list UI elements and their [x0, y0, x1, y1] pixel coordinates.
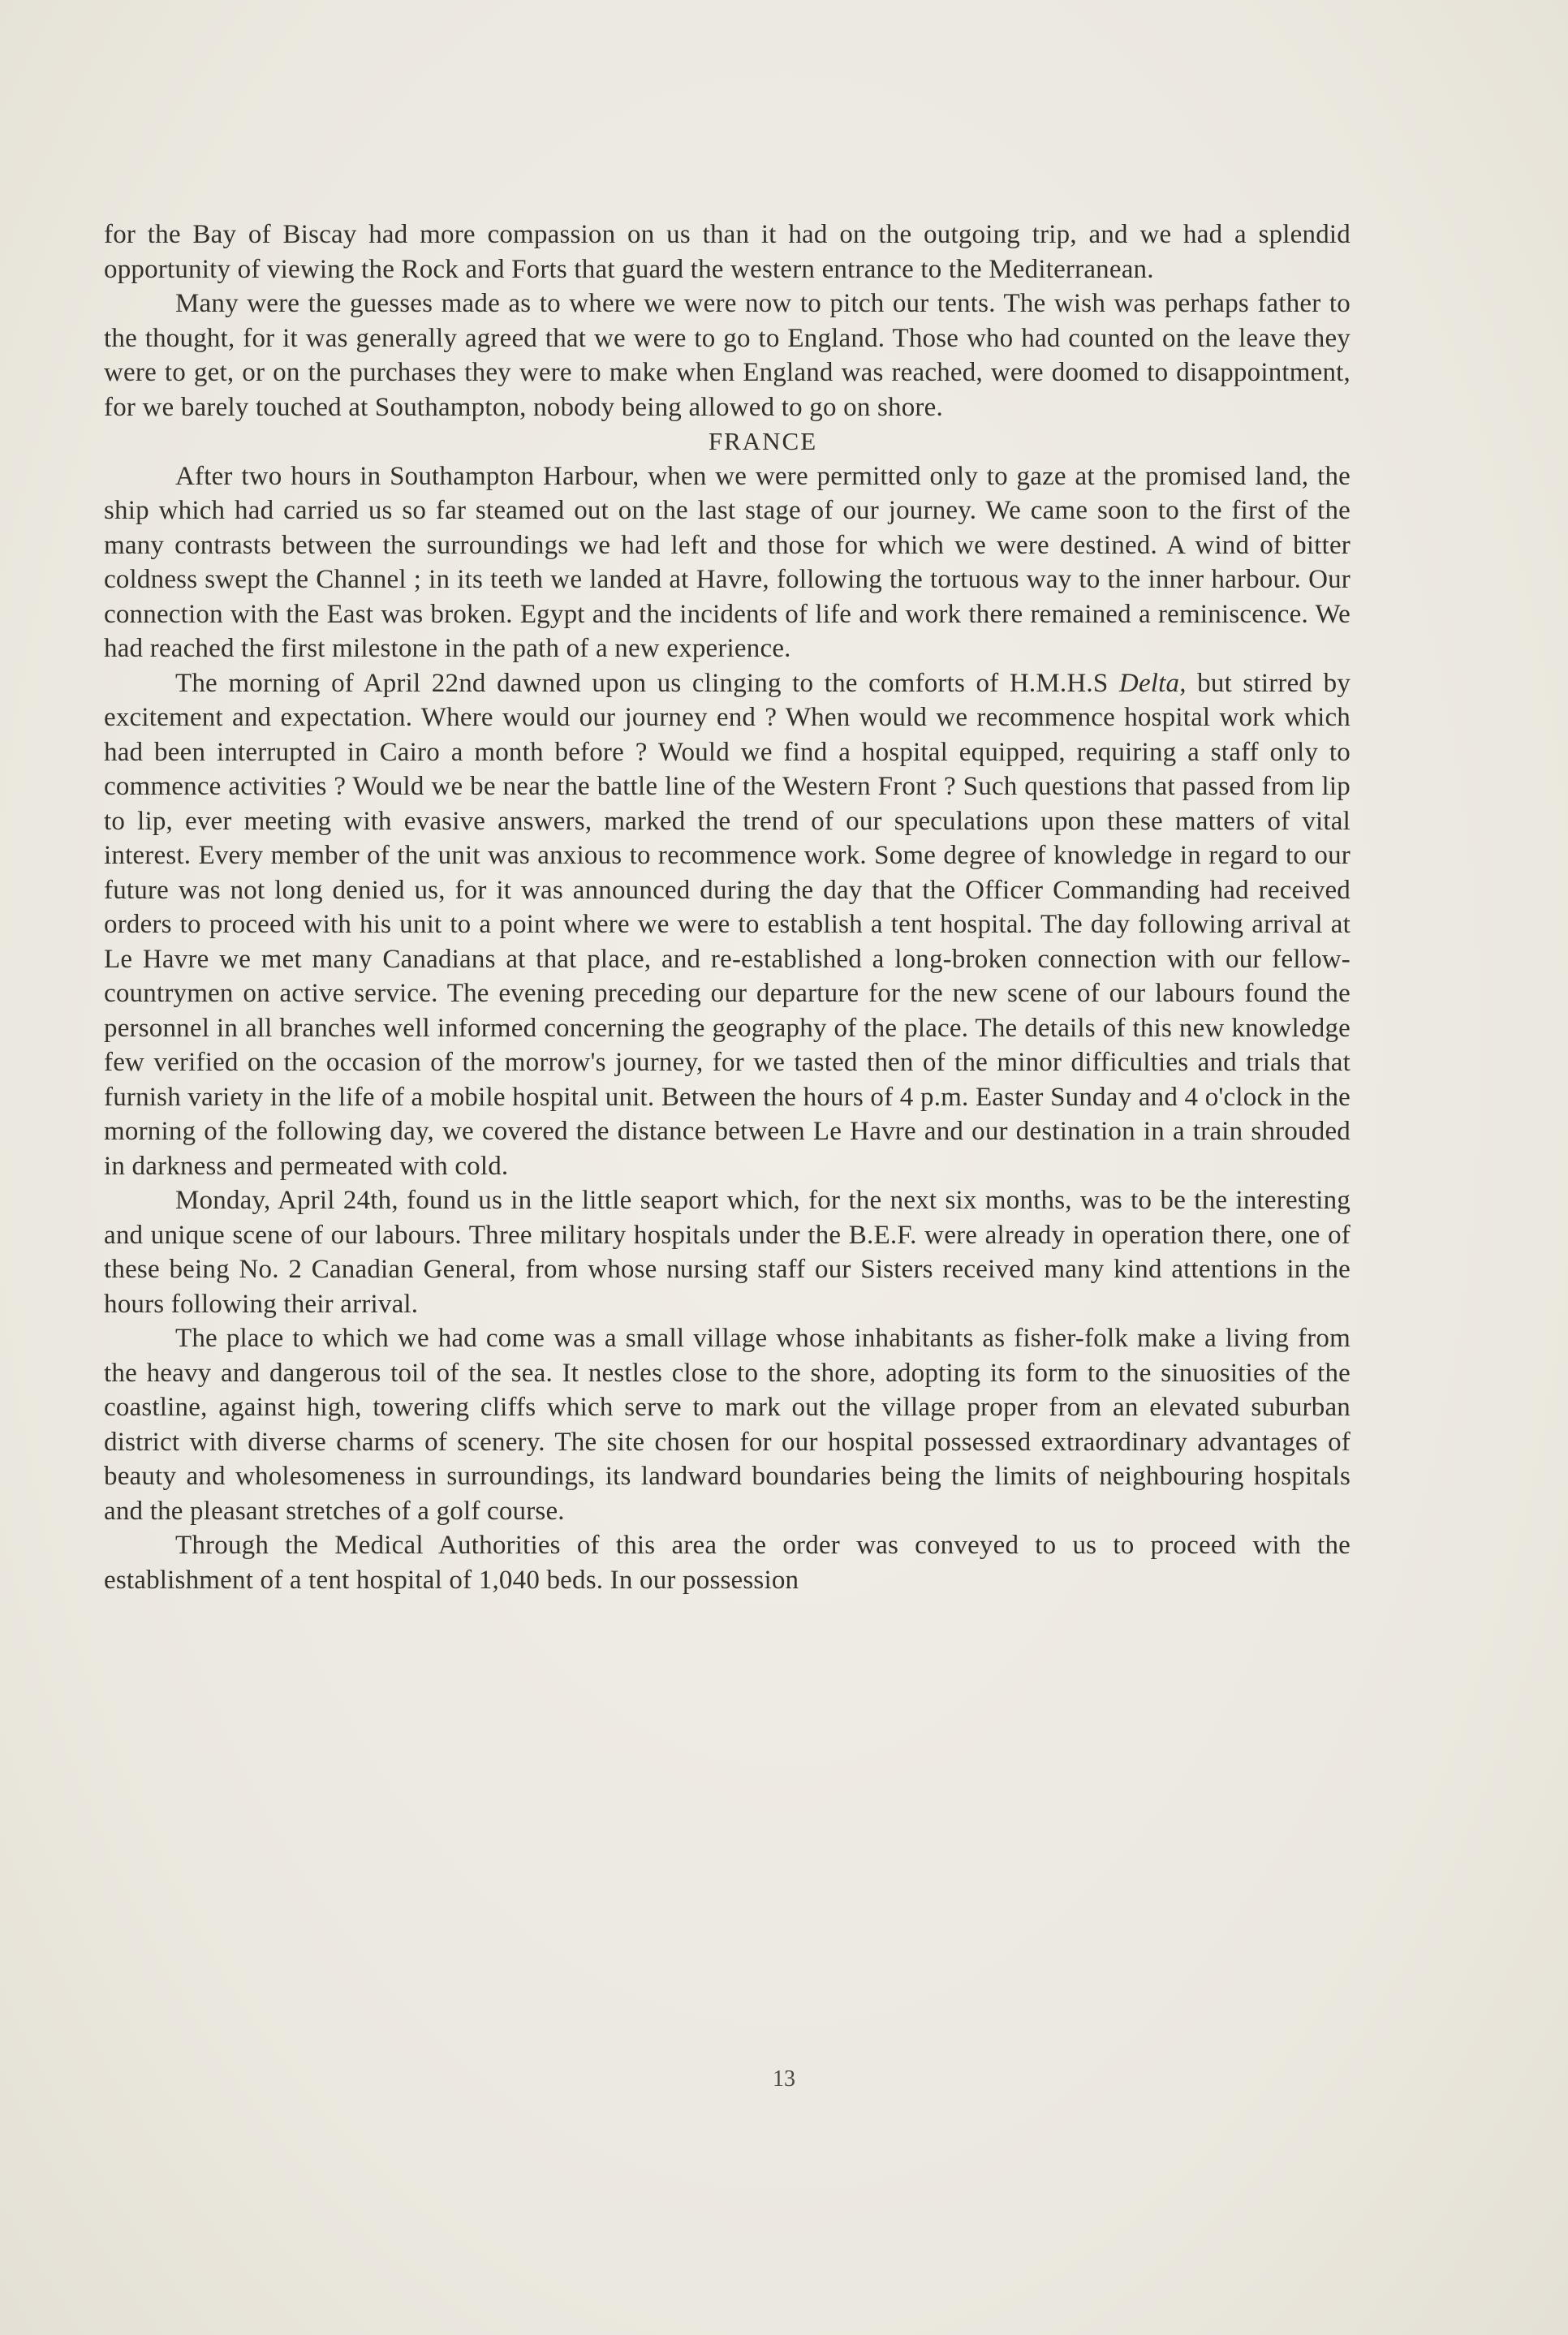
paragraph-morning	[104, 666, 1350, 1184]
body-text	[104, 218, 1350, 1597]
morning-text-start: The morning of April 22nd dawned upon us clinging to the comforts of H.M.H.S	[175, 668, 1109, 698]
page-number: 13	[773, 2066, 795, 2092]
ship-name: Delta,	[1118, 668, 1187, 698]
paragraph-monday: Monday, April 24th, found us in the little seaport which, for the next six months, was to be the interesting and unique scene of our labours. Three military hospitals under the B.E.F. were already in operation there, one of these being No. 2 Canadian General, from whose nursing staff our Sisters received many kind attentions in the hours following their arrival.	[104, 1186, 1350, 1319]
paragraph-place: The place to which we had come was a small village whose inhabitants as fisher-folk make a living from the heavy and dangerous toil of the sea. It nestles close to the shore, adopting its form to the sinuosities of the coastline, against high, towering cliffs which serve to mark out the village proper from an elevated suburban district with diverse charms of scenery. The site chosen for our hospital possessed extraordinary advantages of beauty and wholesomeness in surroundings, its landward boundaries being the limits of neighbouring hospitals and the pleasant stretches of a golf course.	[104, 1324, 1350, 1526]
paragraph-medical: Through the Medical Authorities of this area the order was conveyed to us to proceed with the establishment of a tent hospital of 1,040 beds. In our possession	[104, 1531, 1350, 1595]
paragraph-guesses: Many were the guesses made as to where we were now to pitch our tents. The wish was perhaps father to the thought, for it was generally agreed that we were to go to England. Those who had counted on the leave they were to get, or on the purchases they were to make when England was reached, were doomed to disappointment, for we barely touched at Southampton, nobody being allowed to go on shore.	[104, 289, 1350, 422]
section-heading-france: FRANCE	[708, 427, 818, 455]
morning-text-rest: but stirred by excitement and expectation. Where would our journey end ? When would we recommence hospital work which had been interrupted in Cairo a month before ? Would we find a hospital equipped, requiring a staff only to commence activities ? Would we be near the battle line of the Western Front ? Such questions that passed from lip to lip, ever meeting with evasive answers, marked the trend of our speculations upon these matters of vital interest. Every member of the unit was anxious to recommence work. Some degree of knowledge in regard to our future was not long denied us, for it was announced during the day that the Officer Commanding had received orders to proceed with his unit to a point where we were to establish a tent hospital. The day following arrival at Le Havre we met many Canadians at that place, and re-established a long-broken connection with our fellow-countrymen on active service. The evening preceding our departure for the new scene of our labours found the personnel in all branches well informed concerning the geography of the place. The details of this new knowledge few verified on the occasion of the morrow's journey, for we tasted then of the minor difficulties and trials that furnish variety in the life of a mobile hospital unit. Between the hours of 4 p.m. Easter Sunday and 4 o'clock in the morning of the following day, we covered the distance between Le Havre and our destination in a train shrouded in darkness and permeated with cold.	[104, 668, 1351, 1181]
paragraph-continuation: for the Bay of Biscay had more compassion on us than it had on the outgoing trip, and we had a splendid opportunity of viewing the Rock and Forts that guard the western entrance to the Mediterranean.	[104, 220, 1350, 284]
paragraph-arrival: After two hours in Southampton Harbour, when we were permitted only to gaze at the promised land, the ship which had carried us so far steamed out on the last stage of our journey. We came soon to the first of the many contrasts between the surroundings we had left and those for which we were destined. A wind of bitter coldness swept the Channel ; in its teeth we landed at Havre, following the tortuous way to the inner harbour. Our connection with the East was broken. Egypt and the incidents of life and work there remained a reminiscence. We had reached the first milestone in the path of a new experience.	[104, 461, 1350, 663]
